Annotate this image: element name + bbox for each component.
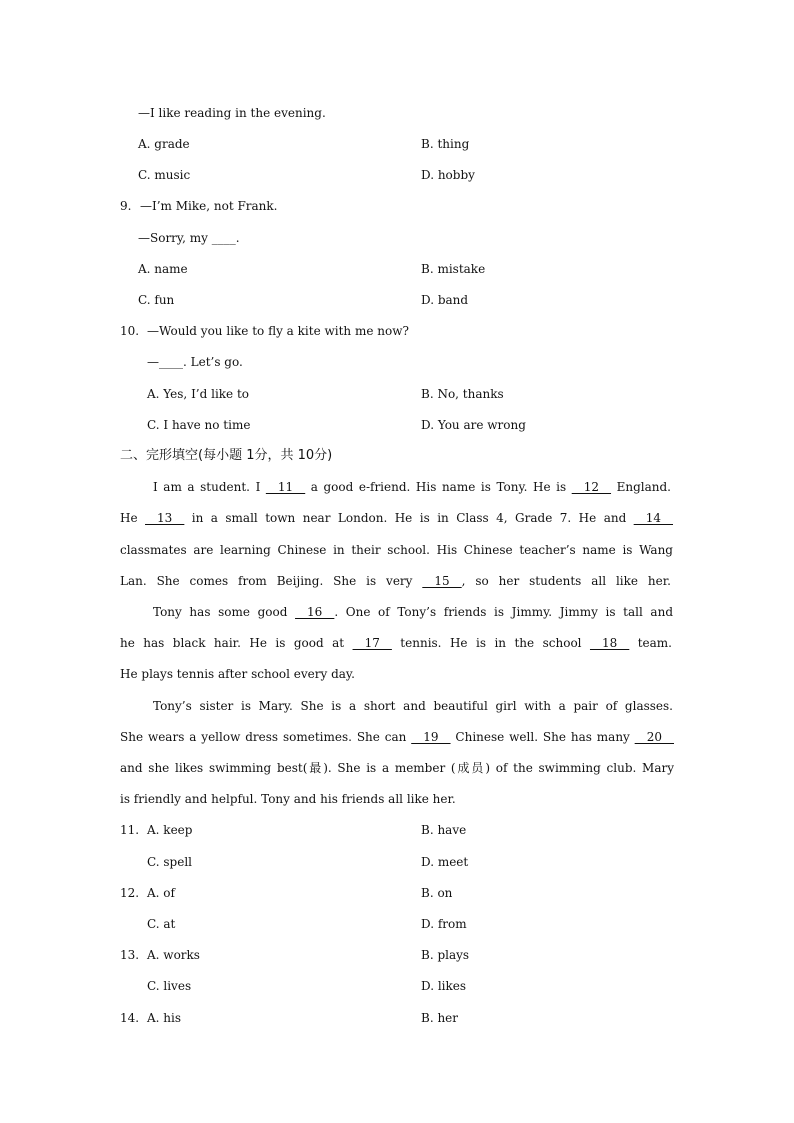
blank-18: __18__: [589, 636, 630, 650]
blank-11: __11__: [265, 480, 306, 494]
passage-p2-line2: he has black hair. He is good at __17__ tennis. He is in the school __18__ team.: [120, 636, 672, 650]
blank-13: __13__: [145, 511, 185, 525]
q8-option-d: D. hobby: [421, 168, 475, 182]
q10-line2: —____. Let’s go.: [147, 355, 243, 369]
passage-p1-line1: I am a student. I __11__ a good e-friend. His name is Tony. He is __12__ England.: [153, 480, 671, 494]
q8-option-a: A. grade: [138, 137, 190, 151]
q10-option-b: B. No, thanks: [421, 387, 504, 401]
passage-p2-line3: He plays tennis after school every day.: [120, 667, 355, 681]
q9-option-a: A. name: [138, 262, 188, 276]
q12-option-c: C. at: [147, 917, 176, 931]
q13-option-c: C. lives: [147, 979, 192, 993]
q8-option-c: C. music: [138, 168, 191, 182]
q8-option-b: B. thing: [421, 137, 470, 151]
q10-option-d: D. You are wrong: [421, 418, 526, 432]
blank-16: __16__: [295, 605, 335, 619]
q13-option-a: A. works: [147, 948, 200, 962]
section-heading: 二、完形填空(每小题 1分，共 10分): [120, 448, 333, 463]
q12-option-d: D. from: [421, 917, 467, 931]
blank-20: __20__: [634, 730, 674, 744]
q9-number: 9.: [120, 199, 132, 213]
q8-reply: —I like reading in the evening.: [138, 106, 326, 120]
q11-number: 11.: [120, 823, 140, 837]
q9-line2: —Sorry, my ____.: [138, 231, 240, 245]
q10-number: 10.: [120, 324, 140, 338]
passage-p1-line4: Lan. She comes from Beijing. She is very __15__, so her students all like her.: [120, 574, 671, 588]
q9-line1: —I’m Mike, not Frank.: [140, 199, 278, 213]
q13-number: 13.: [120, 948, 140, 962]
passage-p1-line2: He __13__ in a small town near London. He is in Class 4, Grade 7. He and __14__: [120, 511, 673, 525]
q9-option-d: D. band: [421, 293, 469, 307]
blank-14: __14__: [633, 511, 673, 525]
q9-option-b: B. mistake: [421, 262, 486, 276]
passage-p3-line2: She wears a yellow dress sometimes. She can __19__ Chinese well. She has many __20__: [120, 730, 674, 744]
passage-p2-line1: Tony has some good __16__. One of Tony’s friends is Jimmy. Jimmy is tall and: [153, 605, 673, 619]
q11-option-d: D. meet: [421, 855, 469, 869]
q12-number: 12.: [120, 886, 140, 900]
q12-option-a: A. of: [147, 886, 175, 900]
q11-option-c: C. spell: [147, 855, 192, 869]
q11-option-b: B. have: [421, 823, 467, 837]
q12-option-b: B. on: [421, 886, 453, 900]
q14-option-a: A. his: [147, 1011, 182, 1025]
q9-option-c: C. fun: [138, 293, 175, 307]
q13-option-d: D. likes: [421, 979, 467, 993]
q14-number: 14.: [120, 1011, 140, 1025]
passage-p3-line1: Tony’s sister is Mary. She is a short and beautiful girl with a pair of glasses.: [153, 699, 673, 713]
q10-option-a: A. Yes, I’d like to: [147, 387, 250, 401]
q14-option-b: B. her: [421, 1011, 459, 1025]
blank-19: __19__: [411, 730, 451, 744]
blank-17: __17__: [352, 636, 392, 650]
q10-line1: —Would you like to fly a kite with me now?: [147, 324, 409, 338]
q13-option-b: B. plays: [421, 948, 470, 962]
passage-p3-line4: is friendly and helpful. Tony and his friends all like her.: [120, 792, 456, 806]
q11-option-a: A. keep: [147, 823, 193, 837]
passage-p3-line3: and she likes swimming best(最). She is a member (成员) of the swimming club. Mary: [120, 761, 674, 775]
passage-p1-line3: classmates are learning Chinese in their school. His Chinese teacher’s name is Wang: [120, 543, 673, 557]
blank-12: __12__: [571, 480, 612, 494]
blank-15: __15__: [422, 574, 462, 588]
q10-option-c: C. I have no time: [147, 418, 251, 432]
